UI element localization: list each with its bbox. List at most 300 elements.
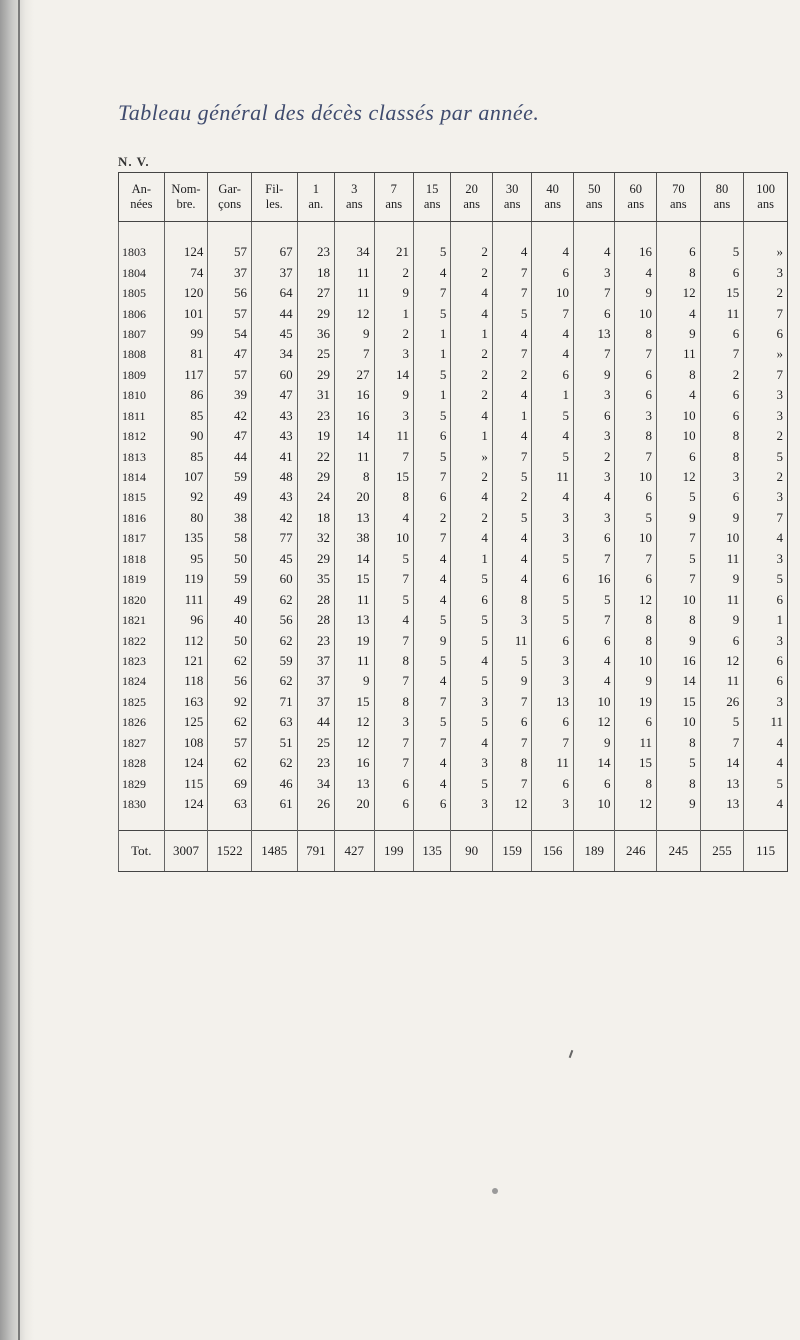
spacer-cell — [744, 222, 788, 243]
count-cell: 2 — [700, 365, 744, 385]
table-row — [119, 753, 788, 773]
year-cell: 1817 — [119, 528, 165, 548]
count-cell: 10 — [374, 528, 413, 548]
count-cell: 74 — [164, 262, 208, 282]
count-cell: 4 — [615, 262, 657, 282]
count-cell: 46 — [251, 773, 297, 793]
count-cell: 29 — [297, 303, 334, 323]
year-cell: 1820 — [119, 589, 165, 609]
column-header: 100 ans — [744, 173, 788, 222]
count-cell: 5 — [413, 303, 450, 323]
count-cell: 4 — [573, 242, 615, 262]
count-cell: 3 — [744, 630, 788, 650]
count-cell: 6 — [615, 487, 657, 507]
count-cell: 3 — [744, 549, 788, 569]
count-cell: 9 — [700, 610, 744, 630]
count-cell: 4 — [413, 589, 450, 609]
count-cell: 26 — [700, 692, 744, 712]
count-cell: 3 — [573, 467, 615, 487]
count-cell: 7 — [413, 733, 450, 753]
count-cell: 124 — [164, 794, 208, 814]
count-cell: 59 — [208, 569, 252, 589]
count-cell: 95 — [164, 549, 208, 569]
count-cell: 135 — [164, 528, 208, 548]
count-cell: 59 — [251, 651, 297, 671]
count-cell: 18 — [297, 508, 334, 528]
total-cell: 3007 — [164, 831, 208, 872]
count-cell: 15 — [335, 569, 374, 589]
count-cell: 13 — [573, 324, 615, 344]
count-cell: 112 — [164, 630, 208, 650]
count-cell: 1 — [451, 324, 493, 344]
count-cell: 6 — [492, 712, 531, 732]
count-cell: 57 — [208, 303, 252, 323]
count-cell: 12 — [700, 651, 744, 671]
count-cell: 45 — [251, 324, 297, 344]
count-cell: 5 — [374, 549, 413, 569]
count-cell: 19 — [297, 426, 334, 446]
count-cell: 11 — [335, 651, 374, 671]
count-cell: 3 — [374, 406, 413, 426]
year-cell: 1823 — [119, 651, 165, 671]
count-cell: 62 — [251, 753, 297, 773]
count-cell: 59 — [208, 467, 252, 487]
spacer-cell — [700, 814, 744, 831]
count-cell: 6 — [532, 712, 574, 732]
year-cell: 1819 — [119, 569, 165, 589]
count-cell: 4 — [573, 651, 615, 671]
count-cell: 44 — [208, 446, 252, 466]
total-cell: 791 — [297, 831, 334, 872]
count-cell: 62 — [208, 712, 252, 732]
count-cell: 9 — [657, 630, 701, 650]
count-cell: » — [451, 446, 493, 466]
count-cell: 3 — [451, 794, 493, 814]
count-cell: 4 — [657, 385, 701, 405]
count-cell: 10 — [615, 651, 657, 671]
spacer-cell — [492, 814, 531, 831]
count-cell: 5 — [492, 651, 531, 671]
count-cell: 29 — [297, 467, 334, 487]
count-cell: 5 — [451, 671, 493, 691]
ink-mark — [569, 1050, 574, 1058]
page-title: Tableau général des décès classés par année. — [118, 100, 540, 125]
table-row — [119, 487, 788, 507]
spacer-cell — [573, 814, 615, 831]
count-cell: 7 — [615, 344, 657, 364]
count-cell: 4 — [451, 487, 493, 507]
count-cell: 7 — [492, 446, 531, 466]
spacer-cell — [335, 814, 374, 831]
spacer-cell — [615, 222, 657, 243]
count-cell: 124 — [164, 753, 208, 773]
count-cell: 4 — [532, 242, 574, 262]
total-cell: 156 — [532, 831, 574, 872]
table-row — [119, 324, 788, 344]
count-cell: 14 — [657, 671, 701, 691]
count-cell: 51 — [251, 733, 297, 753]
count-cell: 9 — [615, 671, 657, 691]
count-cell: 15 — [657, 692, 701, 712]
count-cell: 6 — [700, 630, 744, 650]
count-cell: 6 — [615, 569, 657, 589]
spacer-cell — [492, 222, 531, 243]
count-cell: 10 — [657, 712, 701, 732]
count-cell: 5 — [451, 630, 493, 650]
count-cell: 108 — [164, 733, 208, 753]
count-cell: 8 — [615, 630, 657, 650]
spacer-cell — [451, 222, 493, 243]
count-cell: 67 — [251, 242, 297, 262]
total-cell: 135 — [413, 831, 450, 872]
count-cell: 4 — [744, 528, 788, 548]
count-cell: 7 — [615, 446, 657, 466]
total-cell: 90 — [451, 831, 493, 872]
count-cell: 4 — [532, 487, 574, 507]
table-row — [119, 712, 788, 732]
count-cell: 4 — [492, 324, 531, 344]
count-cell: » — [744, 344, 788, 364]
count-cell: 5 — [573, 589, 615, 609]
count-cell: 3 — [573, 426, 615, 446]
spacer-cell — [119, 814, 165, 831]
count-cell: 20 — [335, 487, 374, 507]
count-cell: 9 — [492, 671, 531, 691]
count-cell: 60 — [251, 569, 297, 589]
count-cell: 85 — [164, 446, 208, 466]
count-cell: 6 — [573, 630, 615, 650]
count-cell: 57 — [208, 242, 252, 262]
count-cell: 11 — [492, 630, 531, 650]
count-cell: 1 — [451, 549, 493, 569]
count-cell: 8 — [657, 773, 701, 793]
total-cell: 1485 — [251, 831, 297, 872]
count-cell: 57 — [208, 733, 252, 753]
count-cell: 7 — [492, 692, 531, 712]
count-cell: 107 — [164, 467, 208, 487]
table-row — [119, 569, 788, 589]
count-cell: 39 — [208, 385, 252, 405]
count-cell: 49 — [208, 589, 252, 609]
count-cell: 7 — [744, 303, 788, 323]
count-cell: 40 — [208, 610, 252, 630]
count-cell: 8 — [374, 487, 413, 507]
table-row — [119, 589, 788, 609]
count-cell: 8 — [615, 610, 657, 630]
table-row — [119, 303, 788, 323]
count-cell: 10 — [615, 528, 657, 548]
count-cell: 6 — [532, 773, 574, 793]
count-cell: 7 — [413, 692, 450, 712]
count-cell: 28 — [297, 610, 334, 630]
count-cell: 7 — [492, 733, 531, 753]
count-cell: 6 — [573, 528, 615, 548]
count-cell: 8 — [615, 426, 657, 446]
count-cell: 90 — [164, 426, 208, 446]
count-cell: 5 — [532, 406, 574, 426]
count-cell: 10 — [700, 528, 744, 548]
count-cell: 1 — [413, 344, 450, 364]
count-cell: 5 — [657, 487, 701, 507]
total-cell: 115 — [744, 831, 788, 872]
count-cell: 2 — [374, 324, 413, 344]
count-cell: 58 — [208, 528, 252, 548]
count-cell: 1 — [451, 426, 493, 446]
count-cell: 4 — [451, 303, 493, 323]
table-row — [119, 733, 788, 753]
count-cell: 6 — [744, 651, 788, 671]
count-cell: 6 — [744, 324, 788, 344]
count-cell: 12 — [573, 712, 615, 732]
count-cell: 8 — [657, 262, 701, 282]
count-cell: 120 — [164, 283, 208, 303]
table-row — [119, 794, 788, 814]
count-cell: 11 — [657, 344, 701, 364]
count-cell: 6 — [573, 303, 615, 323]
count-cell: 56 — [251, 610, 297, 630]
count-cell: 77 — [251, 528, 297, 548]
count-cell: 10 — [657, 406, 701, 426]
count-cell: 6 — [451, 589, 493, 609]
count-cell: 3 — [451, 692, 493, 712]
count-cell: 9 — [700, 569, 744, 589]
spacer-row — [119, 222, 788, 243]
count-cell: 42 — [251, 508, 297, 528]
count-cell: 6 — [413, 487, 450, 507]
count-cell: 43 — [251, 426, 297, 446]
count-cell: 12 — [657, 283, 701, 303]
count-cell: 6 — [413, 794, 450, 814]
total-cell: 246 — [615, 831, 657, 872]
count-cell: 3 — [532, 794, 574, 814]
count-cell: 4 — [451, 283, 493, 303]
spacer-cell — [744, 814, 788, 831]
spacer-cell — [164, 814, 208, 831]
count-cell: 37 — [297, 671, 334, 691]
count-cell: 4 — [744, 753, 788, 773]
count-cell: 5 — [413, 712, 450, 732]
count-cell: 16 — [335, 406, 374, 426]
column-header: 3 ans — [335, 173, 374, 222]
count-cell: 32 — [297, 528, 334, 548]
table-row — [119, 344, 788, 364]
count-cell: 14 — [374, 365, 413, 385]
count-cell: 7 — [532, 733, 574, 753]
count-cell: 3 — [532, 671, 574, 691]
count-cell: 7 — [335, 344, 374, 364]
count-cell: 10 — [573, 794, 615, 814]
count-cell: 3 — [374, 344, 413, 364]
table-row — [119, 426, 788, 446]
year-cell: 1803 — [119, 242, 165, 262]
count-cell: 23 — [297, 630, 334, 650]
year-cell: 1809 — [119, 365, 165, 385]
count-cell: 14 — [335, 426, 374, 446]
count-cell: 5 — [657, 549, 701, 569]
count-cell: 7 — [573, 610, 615, 630]
column-header: 40 ans — [532, 173, 574, 222]
count-cell: 7 — [700, 733, 744, 753]
count-cell: 4 — [492, 528, 531, 548]
count-cell: 43 — [251, 487, 297, 507]
count-cell: 9 — [657, 794, 701, 814]
count-cell: 56 — [208, 283, 252, 303]
count-cell: 44 — [297, 712, 334, 732]
count-cell: 29 — [297, 365, 334, 385]
count-cell: 28 — [297, 589, 334, 609]
column-header: Fil- les. — [251, 173, 297, 222]
count-cell: 13 — [700, 794, 744, 814]
count-cell: 12 — [335, 733, 374, 753]
count-cell: 118 — [164, 671, 208, 691]
count-cell: 5 — [744, 773, 788, 793]
count-cell: 25 — [297, 733, 334, 753]
year-cell: 1813 — [119, 446, 165, 466]
count-cell: 13 — [335, 773, 374, 793]
count-cell: 80 — [164, 508, 208, 528]
count-cell: 1 — [413, 324, 450, 344]
count-cell: 14 — [573, 753, 615, 773]
count-cell: 4 — [492, 242, 531, 262]
spacer-cell — [413, 222, 450, 243]
count-cell: 6 — [700, 262, 744, 282]
count-cell: 10 — [657, 426, 701, 446]
count-cell: 7 — [492, 344, 531, 364]
count-cell: 6 — [744, 589, 788, 609]
count-cell: 4 — [374, 508, 413, 528]
count-cell: 3 — [492, 610, 531, 630]
count-cell: 2 — [744, 283, 788, 303]
count-cell: 62 — [251, 630, 297, 650]
count-cell: 18 — [297, 262, 334, 282]
count-cell: 13 — [700, 773, 744, 793]
spacer-cell — [208, 222, 252, 243]
count-cell: 16 — [657, 651, 701, 671]
count-cell: 3 — [532, 528, 574, 548]
count-cell: 5 — [492, 508, 531, 528]
count-cell: 21 — [374, 242, 413, 262]
count-cell: 4 — [492, 426, 531, 446]
count-cell: 47 — [208, 344, 252, 364]
count-cell: 7 — [374, 671, 413, 691]
spacer-cell — [374, 814, 413, 831]
count-cell: 3 — [532, 508, 574, 528]
count-cell: 34 — [335, 242, 374, 262]
count-cell: 11 — [335, 283, 374, 303]
count-cell: 43 — [251, 406, 297, 426]
table-row — [119, 549, 788, 569]
count-cell: 5 — [413, 242, 450, 262]
count-cell: 50 — [208, 630, 252, 650]
count-cell: 47 — [208, 426, 252, 446]
count-cell: 62 — [208, 753, 252, 773]
count-cell: 7 — [573, 344, 615, 364]
count-cell: 92 — [164, 487, 208, 507]
count-cell: 9 — [700, 508, 744, 528]
count-cell: 25 — [297, 344, 334, 364]
count-cell: 13 — [335, 610, 374, 630]
count-cell: 8 — [335, 467, 374, 487]
count-cell: 5 — [532, 549, 574, 569]
year-cell: 1815 — [119, 487, 165, 507]
count-cell: 11 — [700, 303, 744, 323]
count-cell: 85 — [164, 406, 208, 426]
count-cell: 86 — [164, 385, 208, 405]
count-cell: 12 — [492, 794, 531, 814]
count-cell: 4 — [374, 610, 413, 630]
count-cell: 71 — [251, 692, 297, 712]
count-cell: 5 — [657, 753, 701, 773]
count-cell: 11 — [335, 262, 374, 282]
count-cell: 6 — [573, 406, 615, 426]
count-cell: 11 — [700, 589, 744, 609]
year-cell: 1810 — [119, 385, 165, 405]
count-cell: 6 — [700, 406, 744, 426]
count-cell: 5 — [700, 712, 744, 732]
table-row — [119, 773, 788, 793]
count-cell: 6 — [700, 385, 744, 405]
count-cell: 5 — [413, 446, 450, 466]
count-cell: 4 — [451, 733, 493, 753]
count-cell: 2 — [744, 426, 788, 446]
spacer-cell — [251, 814, 297, 831]
column-header: 1 an. — [297, 173, 334, 222]
count-cell: 1 — [744, 610, 788, 630]
spacer-cell — [451, 814, 493, 831]
count-cell: 12 — [657, 467, 701, 487]
count-cell: 7 — [744, 508, 788, 528]
count-cell: 9 — [573, 365, 615, 385]
count-cell: 62 — [208, 651, 252, 671]
column-header: An- nées — [119, 173, 165, 222]
column-header: 80 ans — [700, 173, 744, 222]
count-cell: 5 — [451, 773, 493, 793]
count-cell: 2 — [451, 508, 493, 528]
count-cell: 8 — [492, 753, 531, 773]
count-cell: 7 — [374, 733, 413, 753]
year-cell: 1808 — [119, 344, 165, 364]
count-cell: 3 — [700, 467, 744, 487]
count-cell: 81 — [164, 344, 208, 364]
count-cell: 7 — [573, 283, 615, 303]
count-cell: 64 — [251, 283, 297, 303]
count-cell: 4 — [413, 262, 450, 282]
count-cell: 22 — [297, 446, 334, 466]
year-cell: 1816 — [119, 508, 165, 528]
count-cell: 10 — [615, 303, 657, 323]
count-cell: 6 — [532, 365, 574, 385]
count-cell: 7 — [413, 467, 450, 487]
count-cell: 16 — [573, 569, 615, 589]
count-cell: 31 — [297, 385, 334, 405]
column-header: 30 ans — [492, 173, 531, 222]
count-cell: 13 — [335, 508, 374, 528]
count-cell: 38 — [208, 508, 252, 528]
column-header: 15 ans — [413, 173, 450, 222]
spacer-cell — [208, 814, 252, 831]
count-cell: 54 — [208, 324, 252, 344]
year-cell: 1829 — [119, 773, 165, 793]
count-cell: 37 — [251, 262, 297, 282]
count-cell: 10 — [532, 283, 574, 303]
count-cell: 23 — [297, 242, 334, 262]
count-cell: 44 — [251, 303, 297, 323]
count-cell: 125 — [164, 712, 208, 732]
year-cell: 1811 — [119, 406, 165, 426]
count-cell: 35 — [297, 569, 334, 589]
count-cell: 7 — [615, 549, 657, 569]
count-cell: 27 — [297, 283, 334, 303]
